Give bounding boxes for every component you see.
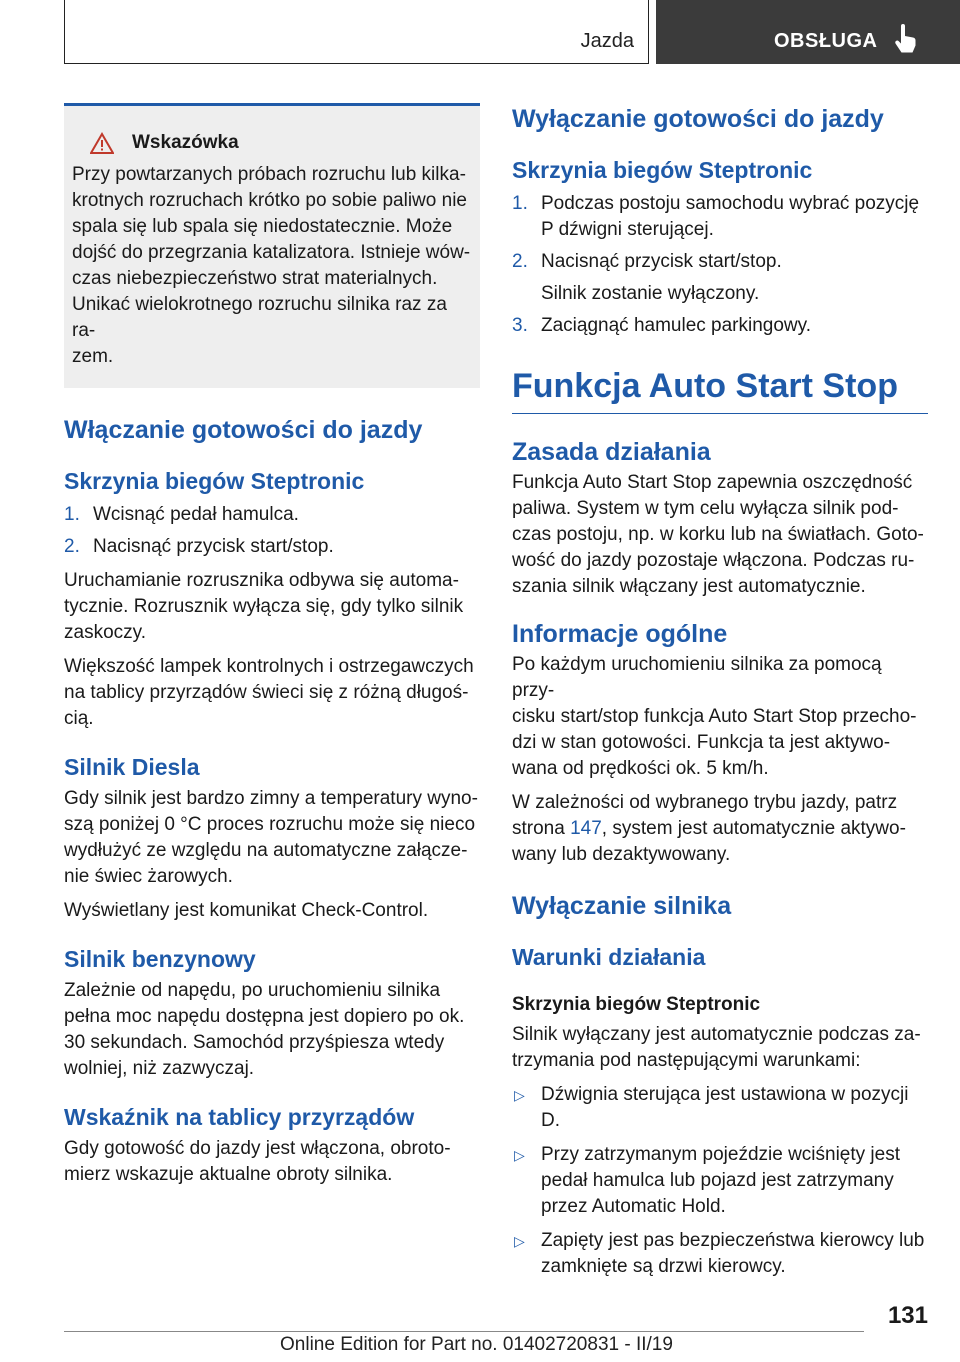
list-item: ▷ Zapięty jest pas bezpieczeństwa kierowcy lub zamknięte są drzwi kierowcy.	[514, 1230, 925, 1277]
list-item: ▷ Przy zatrzymanym pojeździe wciśnięty jest pedał hamulca lub pojazd jest zatrzymany przez Automatic Hold.	[514, 1144, 900, 1217]
chapter-title: Jazda	[580, 30, 634, 52]
footer-divider	[64, 1331, 864, 1332]
list-item: 3. Zaciągnąć hamulec parkingowy.	[512, 315, 812, 336]
list-item: 1. Podczas postoju samochodu wybrać pozycję P dźwigni sterującej.	[512, 193, 920, 240]
heading-autostart-block	[512, 365, 928, 414]
list-item: 2. Nacisnąć przycisk start/stop.	[64, 536, 334, 557]
page-number: 131	[887, 1302, 928, 1329]
paragraph: Większość lampek kontrolnych i ostrzegawczych na tablicy przyrządów świeci się z różną długoś- cią.	[64, 656, 474, 729]
paragraph: Wyświetlany jest komunikat Check-Control.	[64, 900, 429, 921]
start-steps-list	[64, 502, 480, 560]
heading-steptronic: Skrzynia biegów Steptronic	[512, 157, 813, 183]
conditions-list	[512, 1082, 928, 1280]
heading-petrol: Silnik benzynowy	[64, 946, 256, 972]
paragraph: Gdy silnik jest bardzo zimny a temperatury wyno- szą poniżej 0 °C proces rozruchu może się nieco wydłużyć ze względu na automatyczne załącze- nie świec żarowych.	[64, 788, 478, 887]
warning-note	[64, 103, 480, 388]
stop-steps-list	[512, 191, 928, 339]
heading-enable-drive-ready: Włączanie gotowości do jazdy	[64, 416, 423, 444]
note-text: Przy powtarzanych próbach rozruchu lub kilka- krotnych rozruchach krótko po sobie paliwo nie spala się lub spala się niedostatecznie. Może dojść do przegrzania katalizatora. Istnieje wów- czas niebezpieczeństwo strat materialnych. Unikać wielokrotnego rozruchu silnika raz za ra- zem.	[72, 164, 471, 367]
page-link[interactable]: 147	[570, 818, 602, 839]
subheading-steptronic: Skrzynia biegów Steptronic	[512, 994, 761, 1015]
note-title: Wskazówka	[72, 132, 472, 154]
paragraph: Zależnie od napędu, po uruchomieniu silnika pełna moc napędu dostępna jest dopiero po ok. 30 sekundach. Samochód przyśpiesza wtedy wolniej, niż zazwyczaj.	[64, 980, 465, 1079]
paragraph: Uruchamianie rozrusznika odbywa się automa- tycznie. Rozrusznik wyłącza się, gdy tylko silnik zaskoczy.	[64, 570, 464, 643]
heading-gauge: Wskaźnik na tablicy przyrządów	[64, 1104, 415, 1130]
heading-conditions: Warunki działania	[512, 944, 706, 970]
heading-steptronic: Skrzynia biegów Steptronic	[64, 468, 365, 494]
warning-triangle-icon	[90, 132, 114, 154]
paragraph: Po każdym uruchomieniu silnika za pomocą przy- cisku start/stop funkcja Auto Start Stop przecho- dzi w stan gotowości. Funkcja ta jest aktywo- wana od prędkości ok. 5 km/h.	[512, 654, 917, 779]
header-chapter-box	[64, 0, 649, 64]
footer-edition: Online Edition for Part no. 01402720831 - II/19	[280, 1334, 673, 1355]
paragraph: W zależności od wybranego trybu jazdy, patrz strona 147, system jest automatycznie aktywo- wany lub dezaktywowany.	[512, 792, 906, 865]
list-item: ▷ Dźwignia sterująca jest ustawiona w pozycji D.	[514, 1084, 909, 1131]
paragraph: Funkcja Auto Start Stop zapewnia oszczędność paliwa. System w tym celu wyłącza silnik pod- czas postoju, np. w korku lub na światłach. Goto- wość do jazdy pozostaje włączona. Podczas ru- szania silnik włączany jest automatycznie.	[512, 472, 924, 597]
left-column	[64, 103, 480, 1188]
list-item-note: Silnik zostanie wyłączony.	[541, 283, 760, 304]
list-item: 2. Nacisnąć przycisk start/stop.	[512, 251, 782, 272]
heading-principle: Zasada działania	[512, 438, 711, 466]
heading-autostart: Funkcja Auto Start Stop	[512, 367, 898, 405]
heading-diesel: Silnik Diesla	[64, 754, 200, 780]
paragraph: Silnik wyłączany jest automatycznie podczas za- trzymania pod następującymi warunkami:	[512, 1024, 921, 1071]
list-item: 1. Wcisnąć pedał hamulca.	[64, 504, 299, 525]
right-column	[512, 103, 928, 1280]
section-title: OBSŁUGA	[774, 30, 878, 52]
paragraph: Gdy gotowość do jazdy jest włączona, obroto- mierz wskazuje aktualne obroty silnika.	[64, 1138, 451, 1185]
heading-engine-off: Wyłączanie silnika	[512, 892, 732, 920]
header-section-box	[656, 0, 960, 64]
heading-disable-drive-ready: Wyłączanie gotowości do jazdy	[512, 105, 884, 133]
heading-general: Informacje ogólne	[512, 620, 728, 648]
hand-pointer-icon	[892, 24, 918, 54]
